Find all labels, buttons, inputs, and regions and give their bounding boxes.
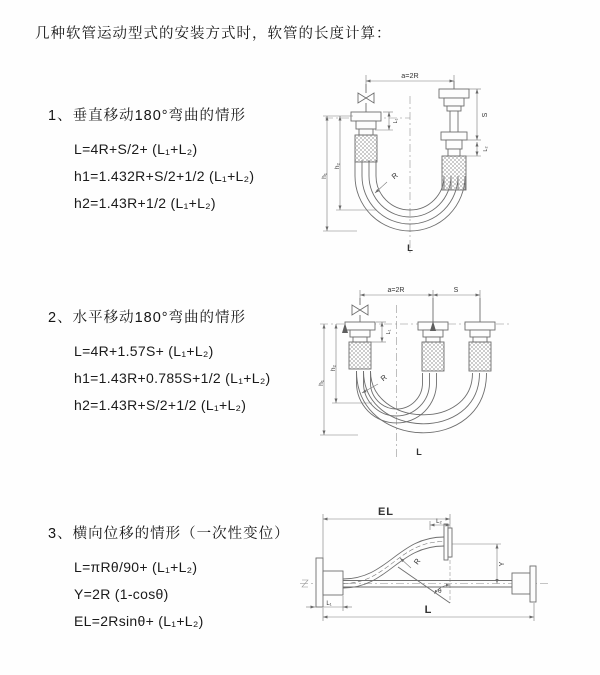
length-label: L — [407, 243, 413, 254]
formula-L: L=4R+1.57S+ (L₁+L₂) — [74, 343, 214, 359]
formula-h1: h1=1.432R+S/2+1/2 (L₁+L₂) — [74, 168, 255, 184]
diagram-lateral-displacement — [298, 500, 598, 655]
dim-label-h2: h₂ — [334, 162, 341, 170]
radius-label: R — [389, 170, 400, 182]
dim-label-a2r: a=2R — [401, 71, 419, 80]
formula-EL: EL=2Rsinθ+ (L₁+L₂) — [74, 613, 204, 629]
section-2-heading: 2、水平移动180°弯曲的情形 — [48, 310, 247, 326]
section-lateral-displacement — [48, 522, 290, 635]
valve-icon — [352, 298, 368, 322]
braid-section — [349, 342, 371, 369]
length-label: L — [424, 604, 432, 616]
section-1-heading: 1、垂直移动180°弯曲的情形 — [48, 108, 247, 124]
formula-L: L=4R+S/2+ (L₁+L₂) — [74, 141, 198, 157]
dim-label-a2r: a=2R — [387, 287, 405, 294]
braid-section — [442, 156, 466, 190]
left-flange-fitting — [345, 322, 375, 369]
length-label: L — [416, 447, 422, 457]
dim-label-h2: h₂ — [330, 364, 337, 372]
valve-icon — [358, 84, 374, 112]
dim-label-el: EL — [377, 506, 395, 518]
formula-Y: Y=2R (1-cosθ) — [74, 586, 169, 602]
formula-h1: h1=1.43R+0.785S+1/2 (L₁+L₂) — [74, 370, 271, 386]
braid-section — [355, 135, 377, 162]
section-horizontal-180 — [48, 306, 271, 419]
braid-section — [422, 342, 444, 371]
diagram-horizontal-180-bend — [312, 283, 597, 461]
right-ghost-flange-fitting — [512, 566, 536, 602]
right-flange-fitting — [439, 81, 469, 190]
braid-section — [469, 342, 491, 371]
diagram-vertical-180-bend — [315, 64, 570, 264]
dim-label-y: Y — [499, 561, 506, 567]
dim-label-l1: L₁ — [393, 118, 399, 124]
dimension-lines — [320, 290, 480, 435]
section-vertical-180 — [48, 104, 254, 217]
dim-label-l1: L₁ — [326, 601, 332, 607]
dim-label-h1: h₁ — [321, 173, 328, 179]
radius-construction — [398, 567, 450, 603]
section-3-heading: 3、横向位移的情形（一次性变位） — [48, 526, 290, 542]
left-flange-fitting — [351, 112, 381, 162]
formula-L: L=πRθ/90+ (L₁+L₂) — [74, 559, 198, 575]
dimension-lines — [306, 514, 534, 621]
upper-right-flange-fitting — [444, 524, 452, 560]
hose-u-bend-displaced — [357, 371, 487, 433]
page-title: 几种软管运动型式的安装方式时，软管的长度计算： — [35, 26, 392, 42]
dim-label-l2: L₂ — [483, 146, 489, 152]
left-flange-fitting — [316, 558, 343, 607]
radius-label: R — [411, 556, 423, 567]
dim-label-s: S — [453, 287, 459, 294]
radius-label: R — [378, 372, 389, 384]
dim-label-h1: h₁ — [318, 380, 325, 386]
dim-label-l1: L₁ — [386, 329, 392, 335]
dim-label-l2: L₂ — [436, 519, 442, 525]
angle-label: θ — [438, 588, 442, 595]
dim-label-s: S — [482, 112, 489, 118]
formula-h2: h2=1.43R+S/2+1/2 (L₁+L₂) — [74, 397, 247, 413]
formula-h2: h2=1.43R+1/2 (L₁+L₂) — [74, 195, 216, 211]
